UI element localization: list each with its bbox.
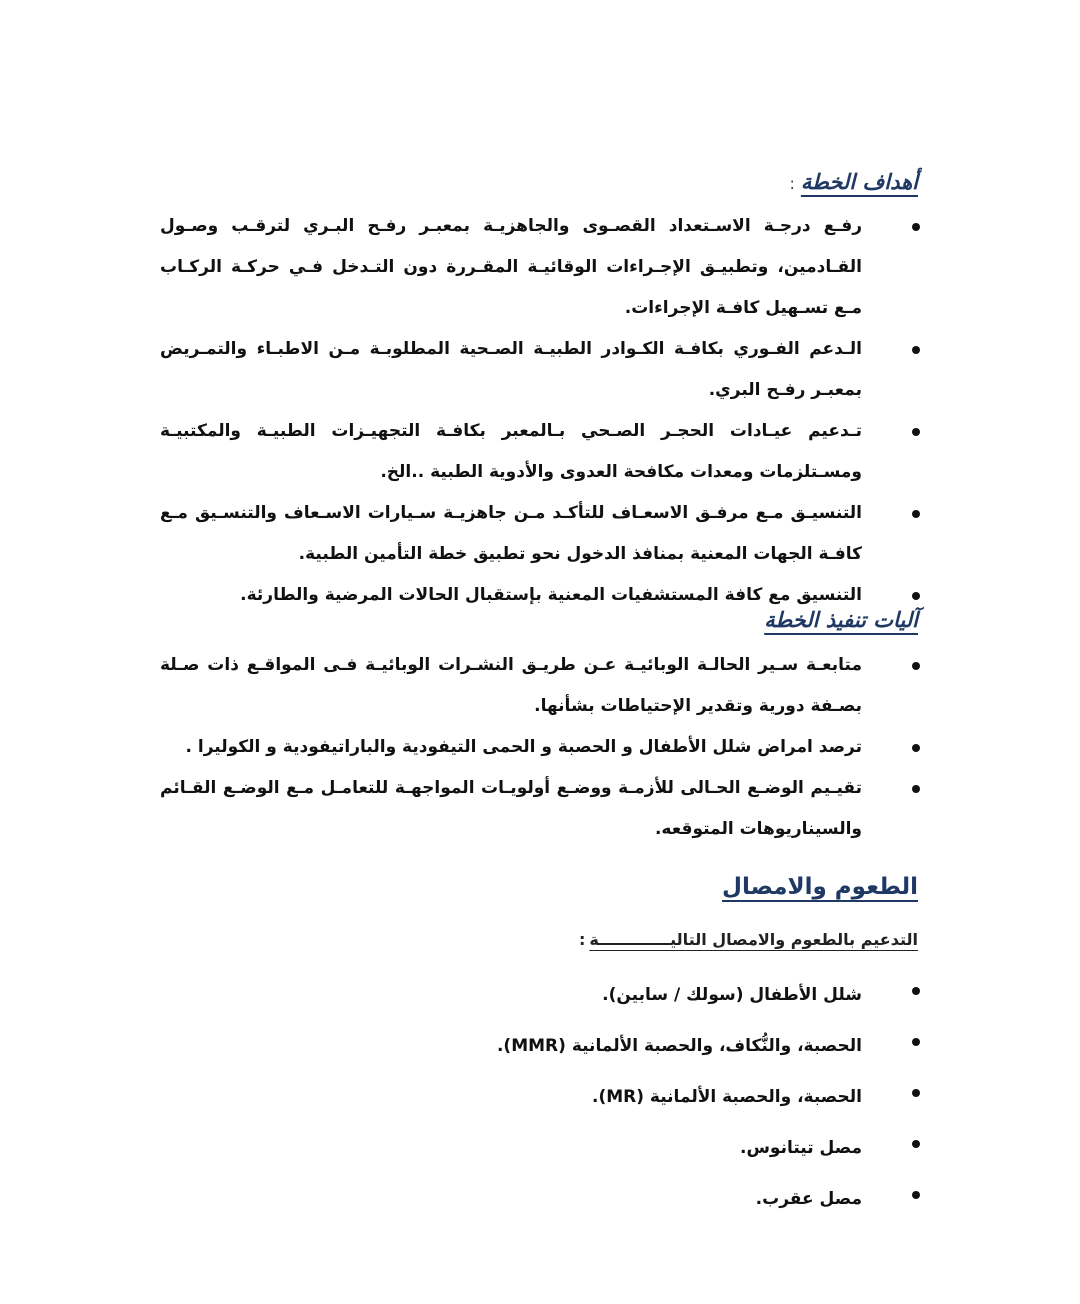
bullet-icon — [912, 223, 920, 231]
bullet-icon — [912, 744, 920, 752]
goals-title-text: أهداف الخطة — [800, 170, 918, 194]
list-item — [160, 645, 920, 727]
bullet-icon — [912, 1191, 920, 1199]
list-item-text: التنسيق مع كافة المستشفيات المعنية بإستقبال الحالات المرضية والطارئة. — [240, 585, 862, 605]
mechanisms-list — [160, 645, 920, 850]
section-title-vaccines: الطعوم والامصال — [722, 874, 918, 900]
list-item-text: تـدعيم عيـادات الحجـر الصـحي بـالمعبر بكافـة التجهيـزات الطبيـة والمكتبيـة ومسـتلزمات ومعدات مكافحة العدوى والأدوية الطبية ..الخ. — [160, 421, 862, 482]
bullet-icon — [912, 1089, 920, 1097]
list-item-text: التنسيـق مـع مرفـق الاسعـاف للتأكـد مـن جاهزيـة سـيارات الاسـعاف والتنسـيق مـع كافـة الجهات المعنية بمنافذ الدخول نحو تطبيق خطة التأمين الطبية. — [160, 503, 862, 564]
list-item — [160, 206, 920, 329]
bullet-icon — [912, 1038, 920, 1046]
list-item — [160, 329, 920, 411]
list-item — [160, 1174, 920, 1225]
list-item-text: رفـع درجـة الاسـتعداد القصـوى والجاهزيـة بمعبـر رفـح البـري لترقـب وصـول القـادمين، وتطبيـق الإجـراءات الوقائيـة المقـررة دون التـدخل فـي حركـة الركـاب مـع تسـهيل كافـة الإجراءات. — [160, 216, 862, 318]
goals-title-colon: : — [789, 174, 795, 193]
list-item-text: الحصبة، والنُّكاف، والحصبة الألمانية (MMR). — [496, 1036, 862, 1056]
vaccines-subtitle — [579, 930, 918, 949]
bullet-icon — [912, 510, 920, 518]
section-title-goals — [789, 172, 918, 193]
bullet-icon — [912, 428, 920, 436]
list-item-text: الـدعم الفـوري بكافـة الكـوادر الطبيـة الصـحية المطلوبـة مـن الاطبـاء والتمـريض بمعبـر رفـح البري. — [160, 339, 862, 400]
list-item — [160, 1021, 920, 1072]
vaccines-list — [160, 970, 920, 1225]
list-item-text: تقيـيم الوضـع الحـالى للأزمـة ووضـع أولويـات المواجهـة للتعامـل مـع الوضـع القـائم والسيناريوهات المتوقعه. — [160, 778, 862, 839]
vaccines-subtitle-text: التدعيم بالطعوم والامصال التاليـــــــــــــة — [589, 930, 918, 949]
bullet-icon — [912, 662, 920, 670]
list-item — [160, 1123, 920, 1174]
section-title-mechanisms: آليات تنفيذ الخطة — [764, 608, 918, 632]
bullet-icon — [912, 785, 920, 793]
bullet-icon — [912, 346, 920, 354]
bullet-icon — [912, 1140, 920, 1148]
goals-list — [160, 206, 920, 616]
list-item-text: شلل الأطفال (سولك / سابين). — [602, 985, 862, 1005]
list-item-text: ترصد امراض شلل الأطفال و الحصبة و الحمى التيفودية والباراتيفودية و الكوليرا . — [185, 737, 862, 757]
list-item-text: مصل تيتانوس. — [740, 1138, 862, 1158]
bullet-icon — [912, 987, 920, 995]
list-item-text: الحصبة، والحصبة الألمانية (MR). — [591, 1087, 862, 1107]
list-item — [160, 411, 920, 493]
list-item — [160, 727, 920, 768]
list-item — [160, 1072, 920, 1123]
list-item — [160, 768, 920, 850]
list-item — [160, 493, 920, 575]
list-item-text: مصل عقرب. — [755, 1189, 862, 1209]
list-item — [160, 970, 920, 1021]
list-item-text: متابعـة سـير الحالـة الوبائيـة عـن طريـق النشـرات الوبائيـة فـى المواقـع ذات صـلة بصـفة دورية وتقدير الإحتياطات بشأنها. — [160, 655, 862, 716]
bullet-icon — [912, 592, 920, 600]
vaccines-subtitle-colon: : — [578, 930, 586, 949]
